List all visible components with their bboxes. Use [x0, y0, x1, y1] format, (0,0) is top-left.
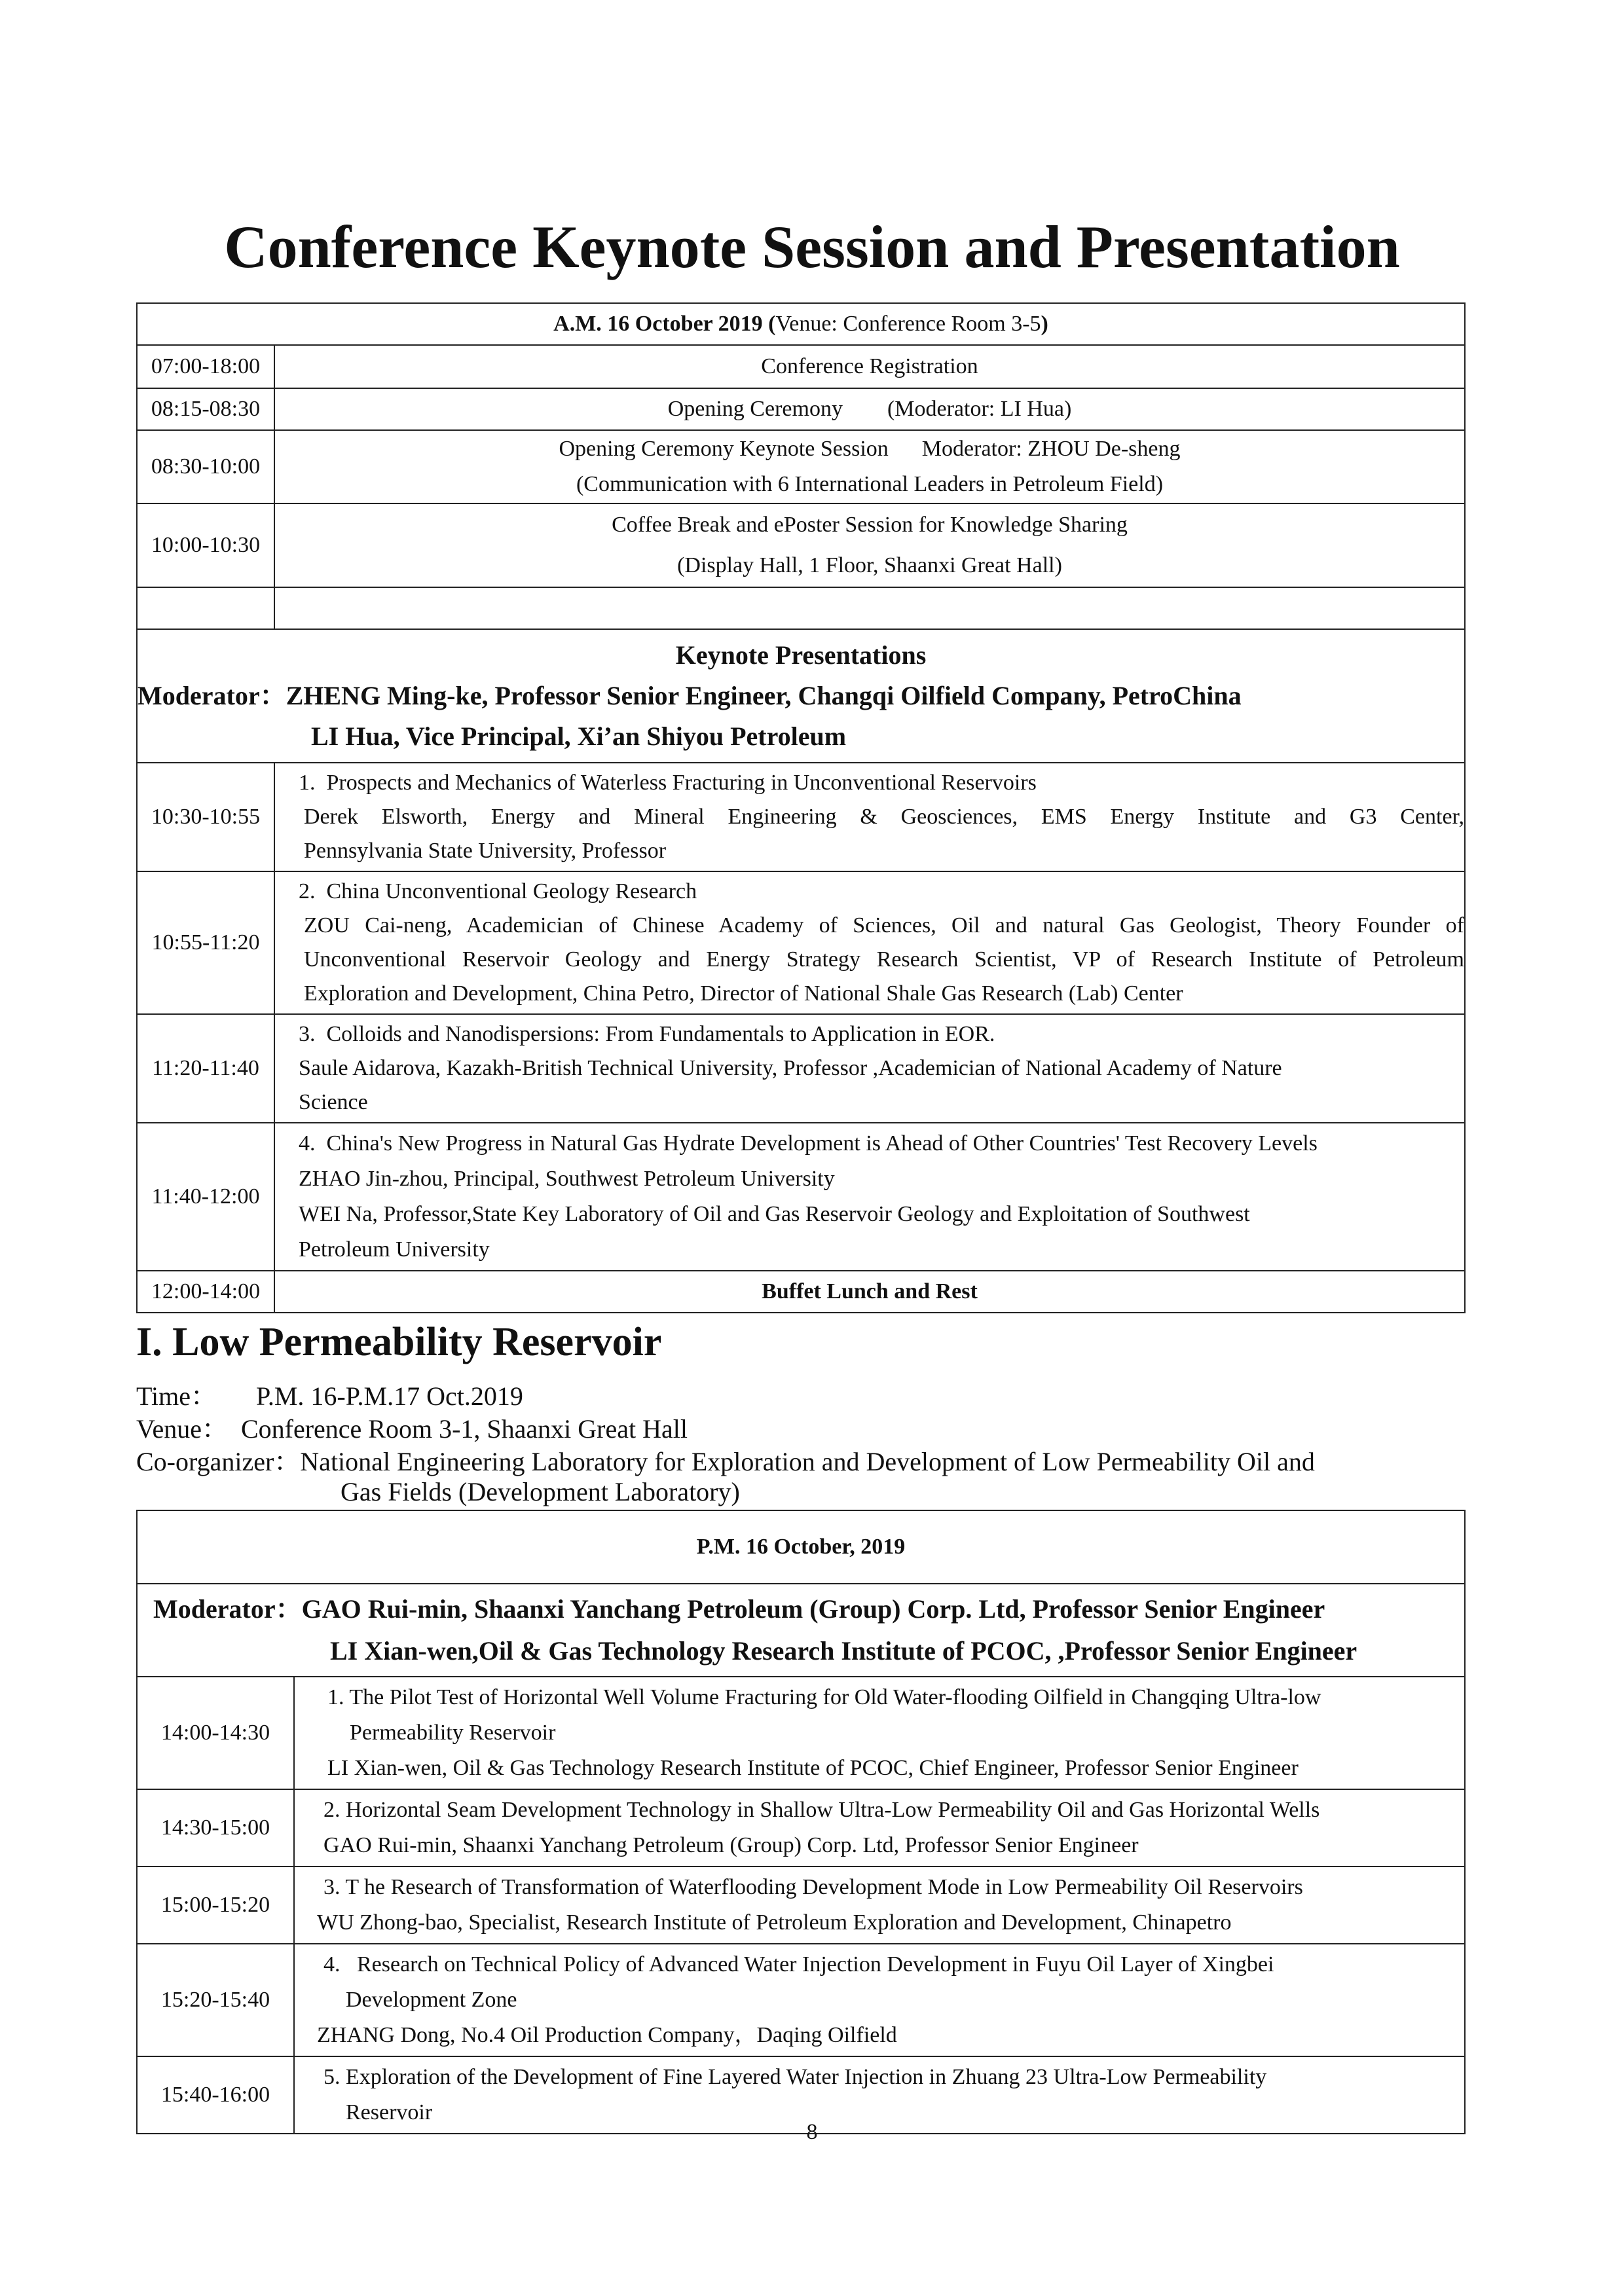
presentation-title: 4. China's New Progress in Natural Gas Hydrate Development is Ahead of Other Countries' Test Recovery Levels	[299, 1131, 1318, 1156]
am-header-date: A.M. 16 October 2019 (	[553, 312, 776, 336]
presentation-cell	[274, 1014, 1465, 1123]
am-header-close: )	[1041, 312, 1048, 336]
empty-cell	[274, 587, 1465, 629]
speaker-line: Petroleum University	[299, 1237, 490, 1262]
pm-moderator-cell	[137, 1584, 1465, 1677]
presentation-line: Development Zone	[323, 1988, 517, 2012]
event-line: Coffee Break and ePoster Session for Knowledge Sharing	[612, 513, 1128, 537]
time-cell: 15:00-15:20	[137, 1867, 294, 1944]
empty-cell	[137, 587, 274, 629]
speaker-line: Science	[299, 1090, 368, 1114]
venue-label: Venue：	[136, 1414, 228, 1444]
time-value: P.M. 16-P.M.17 Oct.2019	[256, 1381, 523, 1411]
empty-row	[137, 587, 1465, 629]
coorganizer-value: National Engineering Laboratory for Exploration and Development of Low Permeability Oil and	[300, 1447, 1315, 1476]
time-cell: 15:20-15:40	[137, 1944, 294, 2056]
speaker-line: ZOU Cai-neng, Academician of Chinese Academy of Sciences, Oil and natural Gas Geologist, Theory Founder of	[304, 913, 1464, 938]
event-line: (Display Hall, 1 Floor, Shaanxi Great Hall)	[677, 553, 1062, 577]
speaker-line: Exploration and Development, China Petro, Director of National Shale Gas Research (Lab) Center	[304, 981, 1183, 1006]
keynote-moderator-line: LI Hua, Vice Principal, Xi’an Shiyou Petroleum	[311, 721, 847, 751]
pm-schedule-table	[136, 1510, 1466, 2134]
event-cell	[274, 430, 1465, 503]
table-row	[137, 345, 1465, 388]
am-header-row	[137, 303, 1465, 345]
table-row	[137, 871, 1465, 1014]
presentation-cell	[294, 1677, 1465, 1789]
am-schedule-table	[136, 302, 1466, 1313]
keynote-moderator-line: Moderator：ZHENG Ming-ke, Professor Senior Engineer, Changqi Oilfield Company, PetroChina	[138, 681, 1242, 710]
am-header-venue: Venue: Conference Room 3-5	[775, 312, 1041, 336]
time-cell: 14:30-15:00	[137, 1789, 294, 1867]
section-heading: I. Low Permeability Reservoir	[136, 1320, 662, 1364]
pm-header-cell: P.M. 16 October, 2019	[137, 1510, 1465, 1584]
time-cell: 10:00-10:30	[137, 503, 274, 587]
speaker-line: Pennsylvania State University, Professor	[304, 839, 667, 863]
presentation-line: 3. T he Research of Transformation of Waterflooding Development Mode in Low Permeability Oil Reservoirs	[323, 1875, 1303, 1899]
table-row	[137, 1944, 1465, 2056]
presentation-title: 1. Prospects and Mechanics of Waterless Fracturing in Unconventional Reservoirs	[299, 771, 1037, 795]
section-venue	[136, 1413, 688, 1446]
section-time	[136, 1380, 523, 1413]
keynote-header-row	[137, 629, 1465, 763]
speaker-line: ZHAO Jin-zhou, Principal, Southwest Petroleum University	[299, 1167, 835, 1191]
page-number: 8	[806, 2120, 818, 2144]
presentation-line: GAO Rui-min, Shaanxi Yanchang Petroleum (Group) Corp. Ltd, Professor Senior Engineer	[323, 1833, 1139, 1857]
lunch-row	[137, 1271, 1465, 1313]
table-row	[137, 430, 1465, 503]
presentation-cell	[294, 1867, 1465, 1944]
presentation-line: LI Xian-wen, Oil & Gas Technology Research Institute of PCOC, Chief Engineer, Professor Senior Engineer	[327, 1756, 1299, 1780]
lunch-cell: Buffet Lunch and Rest	[274, 1271, 1465, 1313]
speaker-line: Unconventional Reservoir Geology and Energy Strategy Research Scientist, VP of Research Institute of Petroleum	[304, 947, 1464, 972]
time-cell: 11:20-11:40	[137, 1014, 274, 1123]
pm-header-row	[137, 1510, 1465, 1584]
venue-value: Conference Room 3-1, Shaanxi Great Hall	[240, 1414, 688, 1444]
time-cell: 11:40-12:00	[137, 1123, 274, 1271]
speaker-line: WEI Na, Professor,State Key Laboratory of Oil and Gas Reservoir Geology and Exploitation of Southwest	[299, 1202, 1250, 1226]
presentation-line: 5. Exploration of the Development of Fine Layered Water Injection in Zhuang 23 Ultra-Low Permeability	[323, 2065, 1267, 2089]
presentation-line: ZHANG Dong, No.4 Oil Production Company，Daqing Oilfield	[317, 2023, 897, 2047]
table-row	[137, 388, 1465, 430]
time-cell: 08:30-10:00	[137, 430, 274, 503]
speaker-line: Derek Elsworth, Energy and Mineral Engineering & Geosciences, EMS Energy Institute and G3 Center,	[304, 805, 1464, 829]
presentation-line: Reservoir	[323, 2100, 433, 2124]
event-cell: Opening Ceremony (Moderator: LI Hua)	[274, 388, 1465, 430]
table-row	[137, 1677, 1465, 1789]
keynote-title: Keynote Presentations	[675, 640, 927, 670]
event-line: Opening Ceremony Keynote Session Moderator: ZHOU De-sheng	[559, 437, 1181, 461]
am-header-cell	[137, 303, 1465, 345]
table-row	[137, 1867, 1465, 1944]
page-title: Conference Keynote Session and Presentation	[224, 213, 1400, 280]
time-cell: 10:30-10:55	[137, 763, 274, 871]
time-cell: 10:55-11:20	[137, 871, 274, 1014]
time-cell: 14:00-14:30	[137, 1677, 294, 1789]
section-coorganizer	[136, 1446, 1315, 1478]
table-row	[137, 503, 1465, 587]
event-cell: Conference Registration	[274, 345, 1465, 388]
time-cell: 07:00-18:00	[137, 345, 274, 388]
pm-moderator-line: LI Xian-wen,Oil & Gas Technology Research Institute of PCOC, ,Professor Senior Engineer	[330, 1636, 1357, 1666]
presentation-title: 2. China Unconventional Geology Research	[299, 879, 697, 903]
table-row	[137, 763, 1465, 871]
presentation-cell	[274, 1123, 1465, 1271]
presentation-cell	[294, 1789, 1465, 1867]
event-line: (Communication with 6 International Leaders in Petroleum Field)	[576, 472, 1164, 496]
presentation-line: WU Zhong-bao, Specialist, Research Institute of Petroleum Exploration and Development, Chinapetro	[317, 1910, 1232, 1935]
speaker-line: Saule Aidarova, Kazakh-British Technical University, Professor ,Academician of National Academy of Nature	[299, 1056, 1282, 1080]
presentation-line: 1. The Pilot Test of Horizontal Well Volume Fracturing for Old Water-flooding Oilfield in Changqing Ultra-low	[327, 1685, 1321, 1709]
pm-moderator-row	[137, 1584, 1465, 1677]
keynote-header-cell	[137, 629, 1465, 763]
presentation-cell	[274, 763, 1465, 871]
table-row	[137, 1789, 1465, 1867]
time-cell: 08:15-08:30	[137, 388, 274, 430]
presentation-line: Permeability Reservoir	[327, 1721, 556, 1745]
presentation-cell	[274, 871, 1465, 1014]
table-row	[137, 1123, 1465, 1271]
event-cell	[274, 503, 1465, 587]
presentation-cell	[294, 1944, 1465, 2056]
time-label: Time：	[136, 1381, 217, 1411]
pm-moderator-line: Moderator：GAO Rui-min, Shaanxi Yanchang Petroleum (Group) Corp. Ltd, Professor Senior Engineer	[153, 1594, 1325, 1624]
section-coorganizer-cont: Gas Fields (Development Laboratory)	[341, 1477, 740, 1506]
presentation-title: 3. Colloids and Nanodispersions: From Fundamentals to Application in EOR.	[299, 1022, 995, 1046]
presentation-line: 4. Research on Technical Policy of Advanced Water Injection Development in Fuyu Oil Layer of Xingbei	[323, 1952, 1274, 1977]
coorganizer-label: Co-organizer：	[136, 1447, 301, 1476]
time-cell: 12:00-14:00	[137, 1271, 274, 1313]
time-cell: 15:40-16:00	[137, 2056, 294, 2134]
table-row	[137, 1014, 1465, 1123]
presentation-line: 2. Horizontal Seam Development Technology in Shallow Ultra-Low Permeability Oil and Gas Horizontal Wells	[323, 1798, 1320, 1822]
